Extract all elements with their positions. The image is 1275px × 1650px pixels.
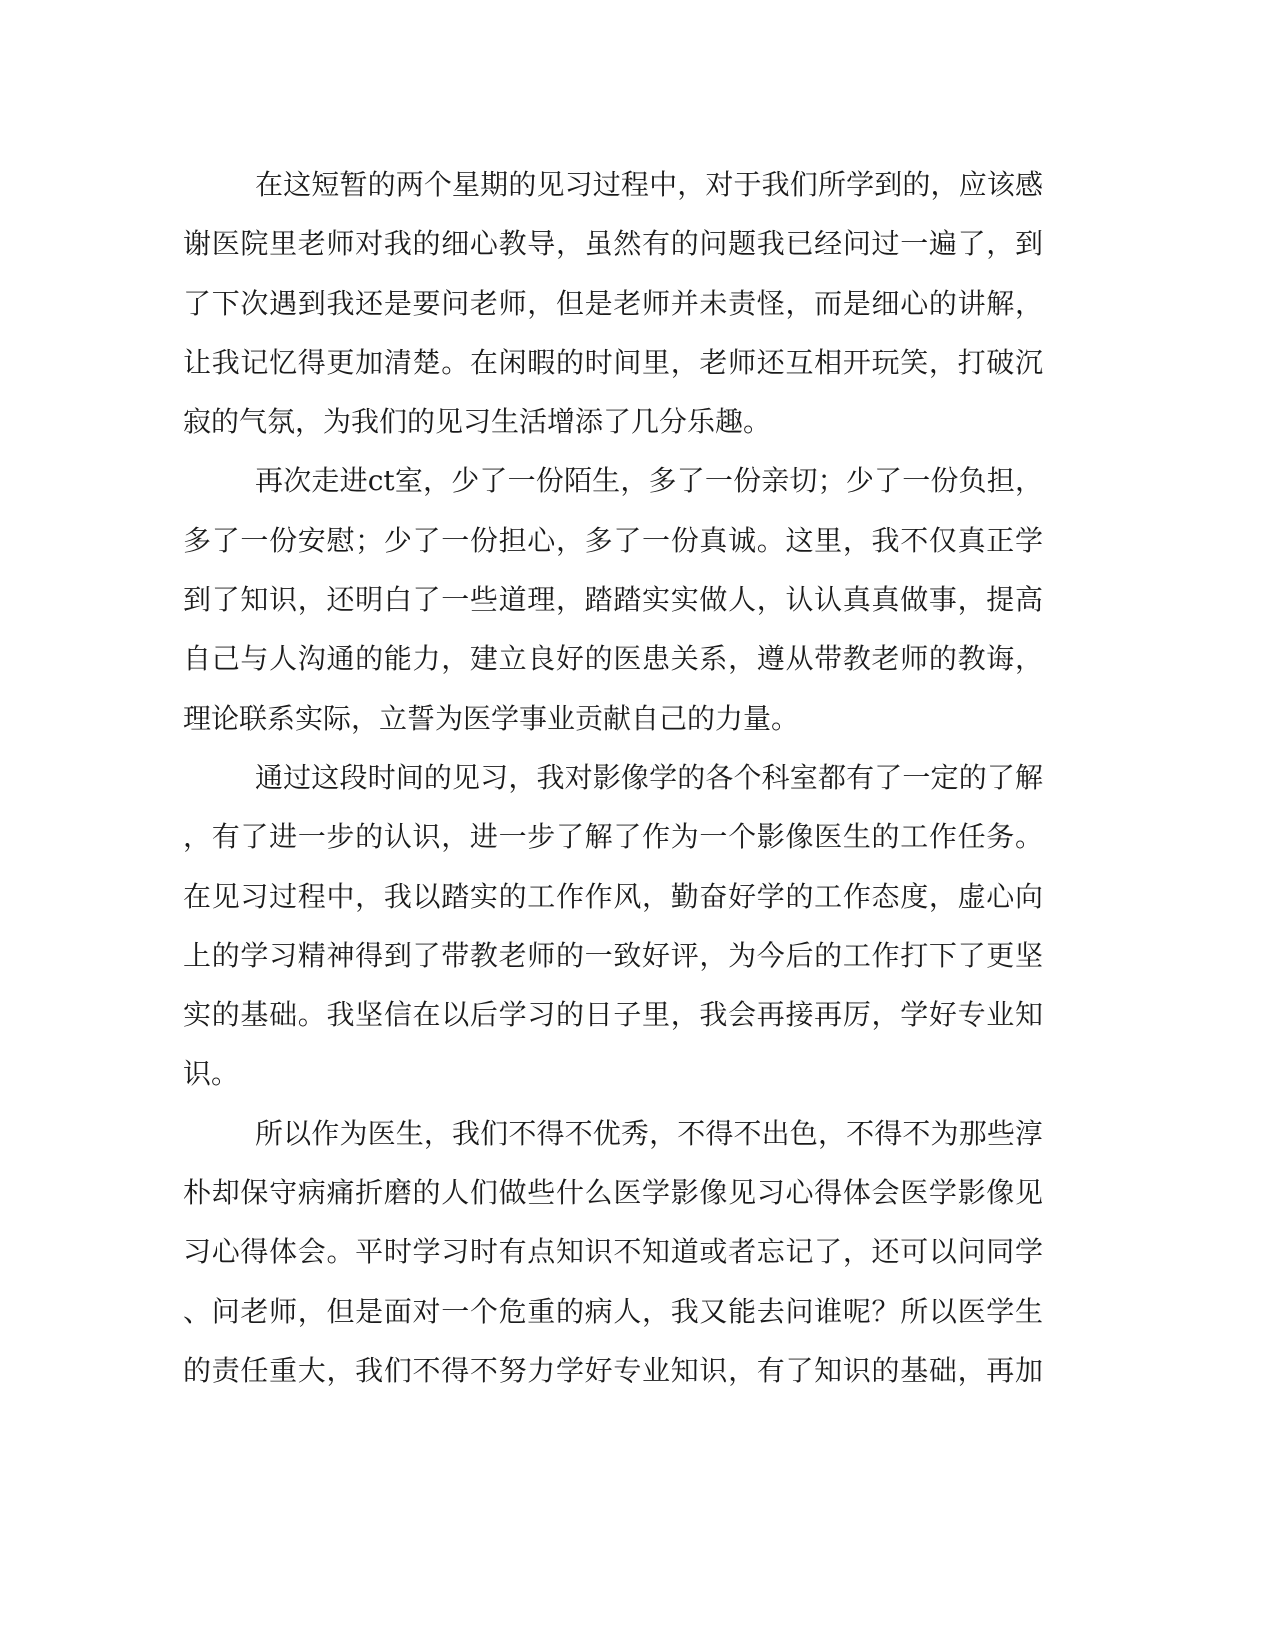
paragraph-2-line-5: 理论联系实际，立誓为医学事业贡献自己的力量。 bbox=[183, 701, 800, 735]
paragraph-2-line-1: 再次走进ct室，少了一份陌生，多了一份亲切；少了一份负担， bbox=[255, 464, 1043, 498]
paragraph-1-line-2: 谢医院里老师对我的细心教导，虽然有的问题我已经问过一遍了，到 bbox=[183, 227, 1043, 261]
paragraph-1-line-3: 了下次遇到我还是要问老师，但是老师并未责怪，而是细心的讲解， bbox=[183, 286, 1043, 320]
paragraph-3-line-2: ，有了进一步的认识，进一步了解了作为一个影像医生的工作任务。 bbox=[183, 820, 1043, 854]
paragraph-4-line-4: 、问老师，但是面对一个危重的病人，我又能去问谁呢？所以医学生 bbox=[183, 1294, 1043, 1328]
paragraph-4-line-2: 朴却保守病痛折磨的人们做些什么医学影像见习心得体会医学影像见 bbox=[183, 1176, 1043, 1210]
paragraph-1-line-5: 寂的气氛，为我们的见习生活增添了几分乐趣。 bbox=[183, 405, 772, 439]
document-body bbox=[183, 155, 1043, 1400]
paragraph-4-line-1: 所以作为医生，我们不得不优秀，不得不出色，不得不为那些淳 bbox=[255, 1116, 1043, 1150]
paragraph-1-line-4: 让我记忆得更加清楚。在闲暇的时间里，老师还互相开玩笑，打破沉 bbox=[183, 345, 1043, 379]
paragraph-3-line-1: 通过这段时间的见习，我对影像学的各个科室都有了一定的了解 bbox=[255, 760, 1043, 794]
paragraph-2-line-2: 多了一份安慰；少了一份担心，多了一份真诚。这里，我不仅真正学 bbox=[183, 523, 1043, 557]
paragraph-1-line-1: 在这短暂的两个星期的见习过程中，对于我们所学到的，应该感 bbox=[255, 168, 1043, 201]
paragraph-2-line-3: 到了知识，还明白了一些道理，踏踏实实做人，认认真真做事，提高 bbox=[183, 583, 1043, 617]
paragraph-3-line-4: 上的学习精神得到了带教老师的一致好评，为今后的工作打下了更坚 bbox=[183, 938, 1043, 972]
paragraph-3-line-3: 在见习过程中，我以踏实的工作作风，勤奋好学的工作态度，虚心向 bbox=[183, 879, 1043, 913]
paragraph-2-line-4: 自己与人沟通的能力，建立良好的医患关系，遵从带教老师的教诲， bbox=[183, 642, 1043, 676]
paragraph-3-line-6: 识。 bbox=[183, 1057, 240, 1091]
paragraph-4-line-5: 的责任重大，我们不得不努力学好专业知识，有了知识的基础，再加 bbox=[183, 1353, 1043, 1387]
paragraph-4-line-3: 习心得体会。平时学习时有点知识不知道或者忘记了，还可以问同学 bbox=[183, 1235, 1043, 1269]
paragraph-3-line-5: 实的基础。我坚信在以后学习的日子里，我会再接再厉，学好专业知 bbox=[183, 998, 1043, 1032]
